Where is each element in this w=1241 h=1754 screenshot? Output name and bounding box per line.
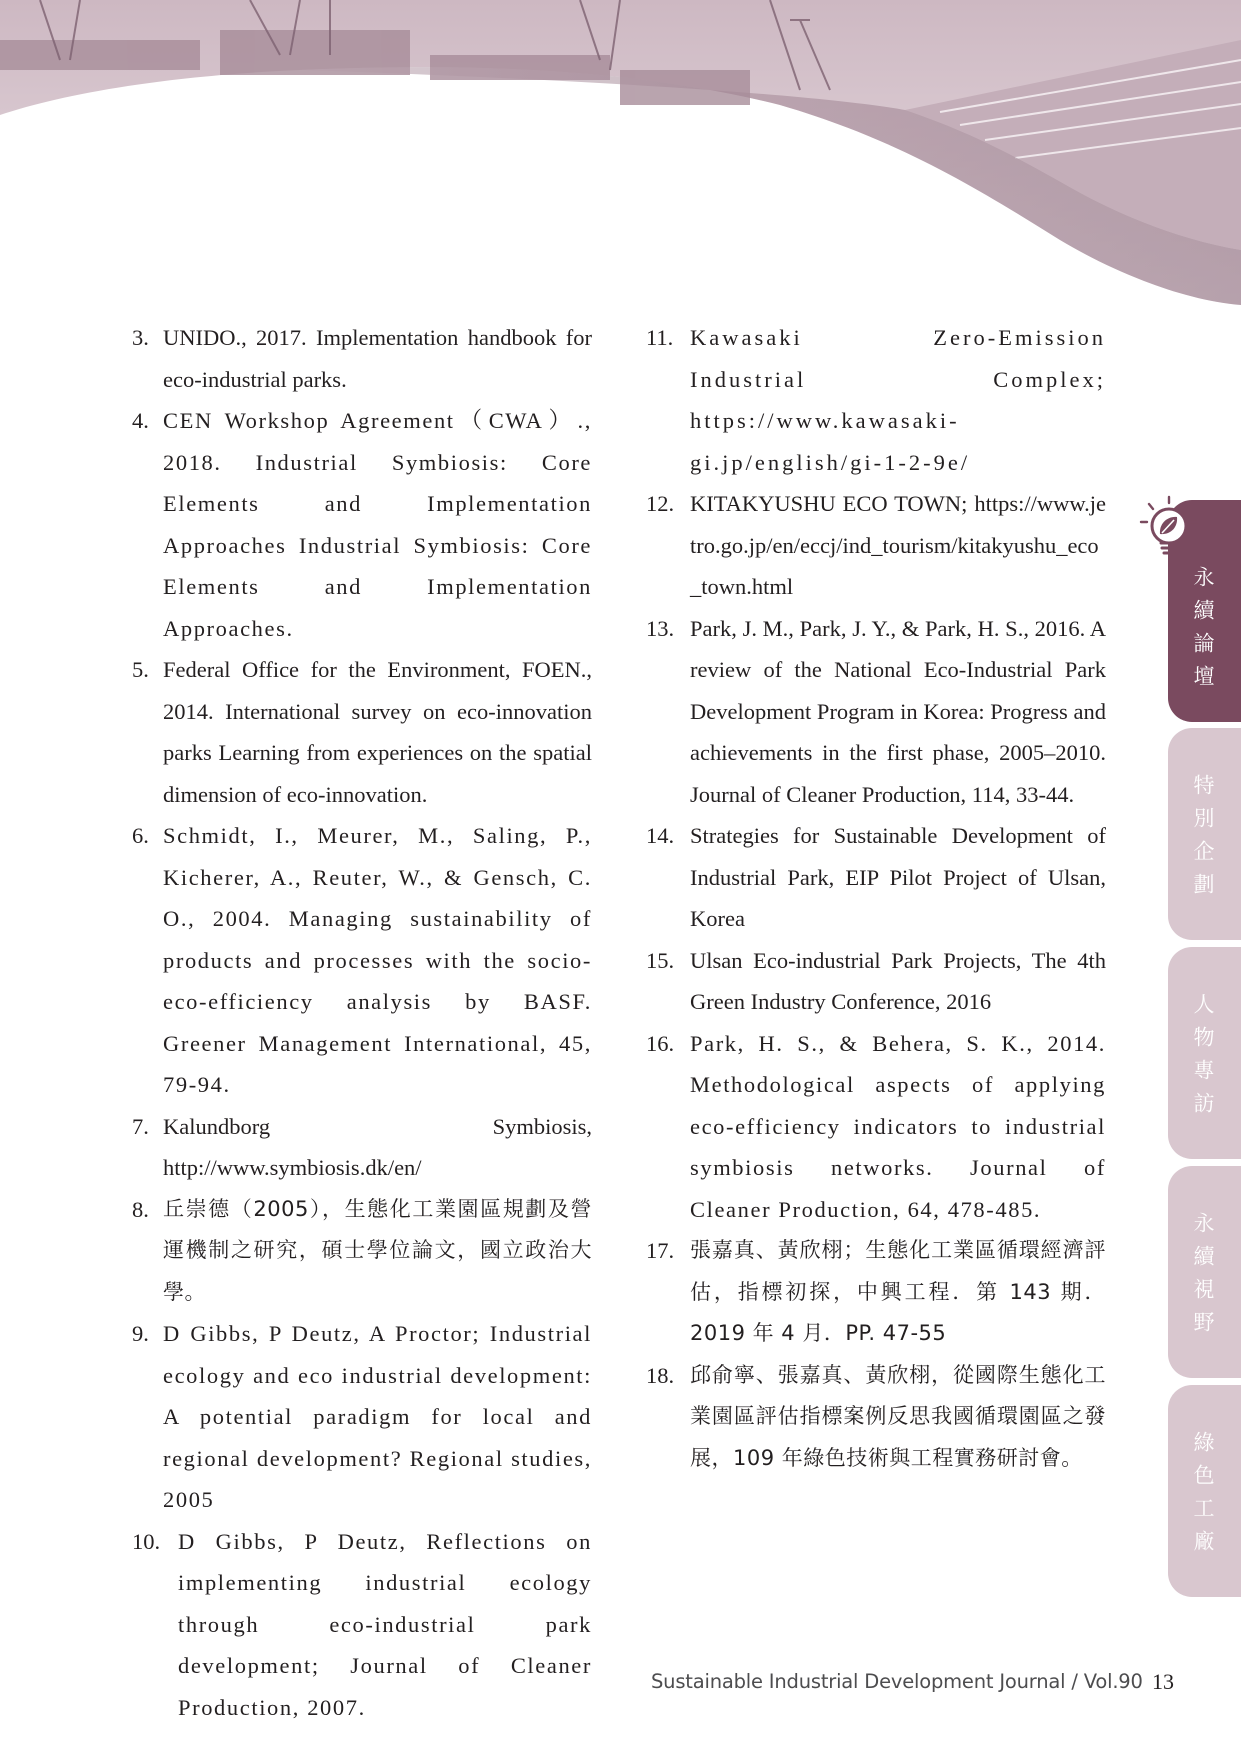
reference-item [132,815,592,1106]
reference-number: 10. [132,1528,161,1554]
reference-item [646,608,1106,816]
reference-item [646,1355,1106,1480]
reference-number: 8. [132,1196,149,1222]
reference-item [646,1230,1106,1355]
reference-text: Schmidt, I., Meurer, M., Saling, P., Kicherer, A., Reuter, W., & Gensch, C. O., 2004. Managing sustainability of products and processes with the socio-eco-efficiency analysis by BASF. Greener Management International, 45, 79-94. [163,823,592,1097]
references-right-column [646,317,1106,1479]
reference-number: 14. [646,823,675,848]
reference-number: 5. [132,657,149,682]
reference-number: 16. [646,1030,675,1056]
reference-text: Strategies for Sustainable Development of Industrial Park, EIP Pilot Project of Ulsan, Korea [690,823,1106,931]
reference-number: 13. [646,615,675,641]
reference-item [132,1106,592,1189]
reference-text: 邱俞寧、張嘉真、黃欣栩，從國際生態化工業園區評估指標案例反思我國循環園區之發展，109 年綠色技術與工程實務研討會。 [690,1362,1106,1470]
reference-text: 張嘉真、黃欣栩；生態化工業區循環經濟評估，指標初探，中興工程．第 143 期．2019 年 4 月．PP. 47-55 [690,1238,1106,1345]
reference-text: Kawasaki Zero-Emission Industrial Complex; https://www.kawasaki-gi.jp/english/gi-1-2-9e/ [690,325,1106,475]
page-number: 13 [1152,1669,1174,1694]
reference-text: KITAKYUSHU ECO TOWN; https://www.jetro.go.jp/en/eccj/ind_tourism/kitakyushu_eco_town.html [690,491,1106,599]
reference-text: CEN Workshop Agreement（CWA）., 2018. Industrial Symbiosis: Core Elements and Implementation Approaches Industrial Symbiosis: Core Elements and Implementation Approaches. [163,408,592,641]
reference-number: 7. [132,1113,149,1139]
tab-label: 永續視野 [1191,1212,1215,1344]
tab-green-factory[interactable] [1168,1385,1241,1597]
lightbulb-leaf-icon [1135,494,1203,562]
tab-label: 特別企劃 [1191,774,1215,906]
reference-number: 18. [646,1362,675,1388]
tab-label: 永續論壇 [1191,566,1215,698]
reference-item [646,940,1106,1023]
reference-number: 12. [646,491,675,516]
reference-item [646,317,1106,483]
reference-text: 丘崇德（2005），生態化工業園區規劃及營運機制之研究，碩士學位論文，國立政治大學。 [163,1196,592,1304]
reference-number: 3. [132,325,149,350]
reference-item [646,483,1106,608]
journal-title: Sustainable Industrial Development Journal / Vol.90 [651,1670,1143,1693]
reference-text: Federal Office for the Environment, FOEN., 2014. International survey on eco-innovation parks Learning from experiences on the spatial dimension of eco-innovation. [163,657,592,807]
tab-interview[interactable] [1168,947,1241,1159]
reference-item [132,317,592,400]
reference-item [646,1023,1106,1231]
reference-text: D Gibbs, P Deutz, A Proctor; Industrial ecology and eco industrial development: A potential paradigm for local and regional development? Regional studies, 2005 [163,1321,592,1512]
tab-sustainable-vision[interactable] [1168,1166,1241,1378]
reference-text: Park, H. S., & Behera, S. K., 2014. Methodological aspects of applying eco-efficiency indicators to industrial symbiosis networks. Journal of Cleaner Production, 64, 478-485. [690,1030,1106,1222]
reference-item [132,1313,592,1521]
reference-number: 6. [132,823,149,848]
reference-item [132,649,592,815]
tab-label: 綠色工廠 [1191,1431,1215,1563]
reference-text: D Gibbs, P Deutz, Reflections on implementing industrial ecology through eco-industrial park development; Journal of Cleaner Production, 2007. [178,1528,592,1720]
tab-special-feature[interactable] [1168,728,1241,940]
header-port-illustration [0,0,1241,310]
reference-text: Park, J. M., Park, J. Y., & Park, H. S., 2016. A review of the National Eco-Industrial Park Development Program in Korea: Progress and achievements in the first phase, 2005–2010. Journal of Cleaner Production, 114, 33-44. [690,615,1106,807]
reference-text: UNIDO., 2017. Implementation handbook for eco-industrial parks. [163,325,592,392]
reference-number: 15. [646,947,675,973]
reference-text: Kalundborg Symbiosis, http://www.symbiosis.dk/en/ [163,1113,592,1180]
reference-item [132,1189,592,1314]
tab-label: 人物專訪 [1191,993,1215,1125]
reference-number: 4. [132,408,149,433]
references-left-column [132,317,592,1728]
reference-item [646,815,1106,940]
reference-item [132,1521,592,1729]
reference-number: 9. [132,1321,149,1346]
reference-text: Ulsan Eco-industrial Park Projects, The 4th Green Industry Conference, 2016 [690,947,1106,1014]
reference-number: 11. [646,325,674,350]
reference-item [132,400,592,649]
reference-number: 17. [646,1238,675,1263]
